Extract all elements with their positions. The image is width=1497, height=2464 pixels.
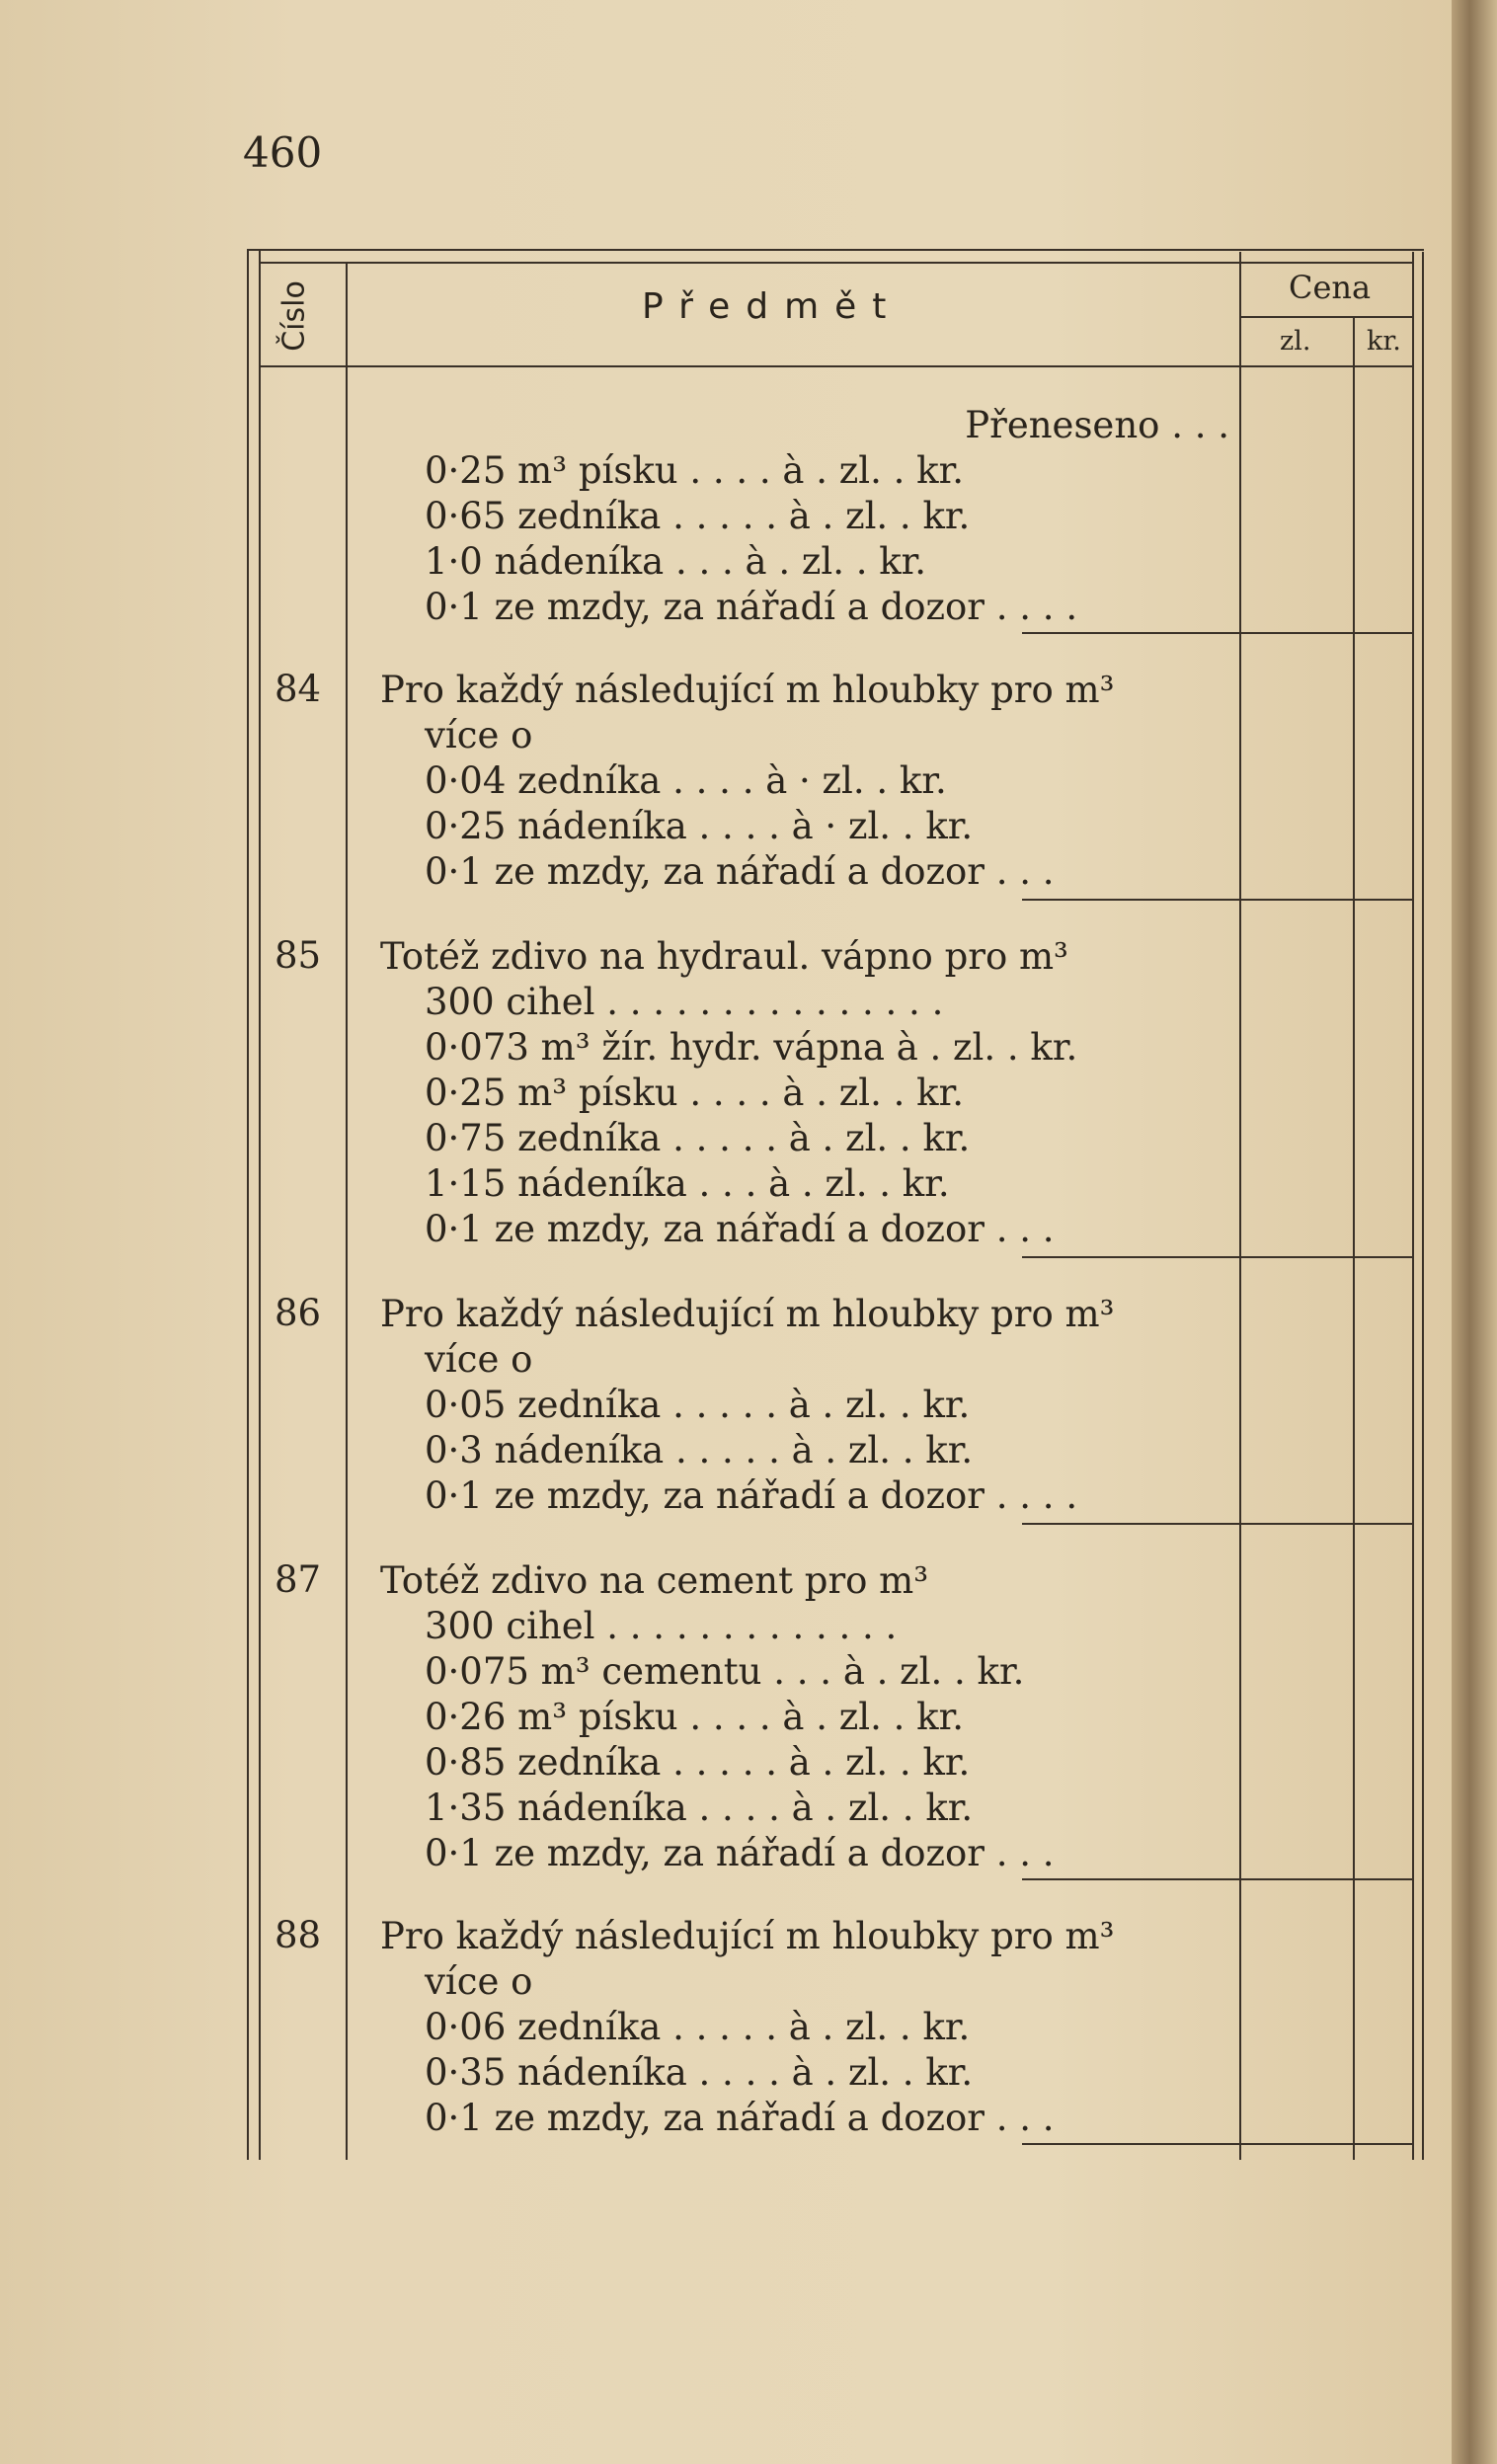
subtotal-rule [1022,2143,1239,2145]
subtotal-rule [1022,1256,1239,1258]
price-rule [1239,899,1412,901]
header-cislo: Číslo [276,280,312,352]
section-number: 88 [275,1914,322,1956]
list-item: více o [425,1338,533,1381]
list-item: 0·073 m³ žír. hydr. vápna à . zl. . kr. [425,1026,1078,1069]
section-number: 84 [275,668,322,710]
subtotal-rule [1022,899,1239,901]
list-item: 0·75 zedníka . . . . . à . zl. . kr. [425,1117,971,1159]
column-divider-zl-kr [1353,316,1355,2160]
list-item: 0·85 zedníka . . . . . à . zl. . kr. [425,1741,971,1784]
header-number-column [255,267,334,365]
table-border-right-outer [1422,252,1424,2160]
header-subject: Předmět [642,286,903,327]
carried-forward-label: Přeneseno . . . [965,404,1229,446]
list-item: 0·06 zedníka . . . . . à . zl. . kr. [425,2006,971,2048]
price-rule [1239,632,1412,634]
list-item: 0·1 ze mzdy, za nářadí a dozor . . . [425,2097,1055,2139]
section-number: 86 [275,1292,322,1334]
list-item: 0·3 nádeníka . . . . . à . zl. . kr. [425,1429,974,1471]
price-rule [1239,2143,1412,2145]
list-item: 0·26 m³ písku . . . . à . zl. . kr. [425,1696,964,1738]
list-item: 0·35 nádeníka . . . . à . zl. . kr. [425,2051,974,2094]
list-item: 0·1 ze mzdy, za nářadí a dozor . . . [425,850,1055,893]
list-item: 300 cihel . . . . . . . . . . . . . [425,1605,898,1647]
section-number: 85 [275,934,322,977]
price-rule [1239,1878,1412,1880]
list-item: 0·25 m³ písku . . . . à . zl. . kr. [425,1072,964,1114]
list-item: 1·15 nádeníka . . . à . zl. . kr. [425,1162,950,1205]
price-rule [1239,1256,1412,1258]
subtotal-rule [1022,632,1239,634]
list-item: více o [425,714,533,756]
section-heading: Pro každý následující m hloubky pro m³ [380,669,1115,711]
table-border-left [247,249,249,2160]
table-top-rule [247,249,1424,251]
header-bottom-rule [259,365,1412,367]
list-item: 0·05 zedníka . . . . . à . zl. . kr. [425,1384,971,1426]
page-edge [1452,0,1497,2464]
list-item: 0·075 m³ cementu . . . à . zl. . kr. [425,1650,1025,1693]
header-zl: zl. [1280,326,1311,357]
table-top-rule-inner [259,262,1412,264]
section-heading: Pro každý následující m hloubky pro m³ [380,1293,1115,1335]
list-item: 0·1 ze mzdy, za nářadí a dozor . . . . [425,586,1078,628]
list-item: 1·35 nádeníka . . . . à . zl. . kr. [425,1787,974,1829]
list-item: 0·25 nádeníka . . . . à · zl. . kr. [425,805,974,847]
list-item: 1·0 nádeníka . . . à . zl. . kr. [425,540,927,583]
section-number: 87 [275,1558,322,1601]
list-item: 0·25 m³ písku . . . . à . zl. . kr. [425,449,964,492]
list-item: 0·04 zedníka . . . . à · zl. . kr. [425,759,947,802]
section-heading: Totéž zdivo na cement pro m³ [380,1559,929,1602]
section-heading: Totéž zdivo na hydraul. vápno pro m³ [380,935,1068,978]
table-border-right [1412,252,1414,2160]
list-item: 0·65 zedníka . . . . . à . zl. . kr. [425,495,971,537]
subtotal-rule [1022,1878,1239,1880]
section-heading: Pro každý následující m hloubky pro m³ [380,1915,1115,1957]
list-item: 0·1 ze mzdy, za nářadí a dozor . . . . [425,1474,1078,1517]
header-kr: kr. [1367,326,1401,357]
cena-subheader-rule [1239,316,1412,318]
header-price: Cena [1289,269,1372,306]
list-item: více o [425,1960,533,2003]
column-divider-price [1239,252,1241,2160]
list-item: 0·1 ze mzdy, za nářadí a dozor . . . [425,1832,1055,1874]
list-item: 300 cihel . . . . . . . . . . . . . . . [425,981,944,1023]
table-border-left-inner [259,249,261,2160]
list-item: 0·1 ze mzdy, za nářadí a dozor . . . [425,1208,1055,1250]
subtotal-rule [1022,1523,1239,1525]
page-number: 460 [243,128,323,177]
price-rule [1239,1523,1412,1525]
column-divider-number [346,262,348,2160]
carried-forward-line [425,403,1229,448]
